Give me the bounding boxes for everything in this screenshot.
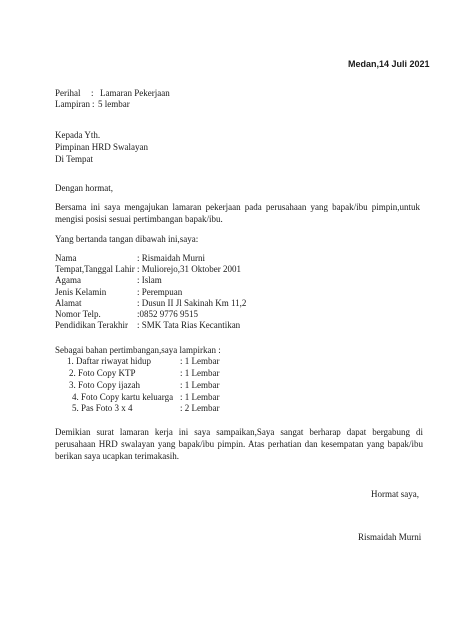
attachment-count: : 1 Lembar [180,392,220,402]
personal-key: Jenis Kelamin [55,287,107,297]
personal-row [55,253,435,264]
personal-value: : Perempuan [137,287,183,297]
attachment-label: Lampiran [55,99,90,109]
personal-key: Nama [55,253,77,263]
attachments-intro: Sebagai bahan pertimbangan,saya lampirkan : [55,345,221,355]
personal-key: Tempat,Tanggal Lahir [55,264,135,274]
recipient-line: Kepada Yth. [55,130,101,140]
subject-sep: : [91,88,94,98]
personal-row [55,309,435,320]
personal-row [55,298,435,309]
personal-key: Pendidikan Terakhir [55,320,128,330]
attachment-sep: : [92,99,95,109]
personal-value: : SMK Tata Rias Kecantikan [137,320,241,330]
attachment-name: 3. Foto Copy ijazah [69,380,140,390]
personal-value: : Rismaidah Murni [137,253,205,263]
personal-key: Agama [55,275,81,285]
subject-value: Lamaran Pekerjaan [100,88,170,98]
personal-value: : Muliorejo,31 Oktober 2001 [137,264,241,274]
recipient-line: Pimpinan HRD Swalayan [55,142,148,152]
intro-line: Yang bertanda tangan dibawah ini,saya: [55,234,199,244]
personal-row [55,275,435,286]
subject-label: Perihal [55,88,81,98]
personal-row [55,287,435,298]
attachment-count: : 1 Lembar [180,368,220,378]
attachment-count: : 2 Lembar [180,403,220,413]
attachment-count: : 1 Lembar [180,380,220,390]
sign-off: Hormat saya, [371,489,419,499]
personal-value: : Islam [137,275,162,285]
letter-date: Medan,14 Juli 2021 [348,59,430,69]
attachment-name: 1. Daftar riwayat hidup [67,356,151,366]
recipient-line: Di Tempat [55,154,93,164]
opening-paragraph: Bersama ini saya mengajukan lamaran pekerjaan pada perusahaan yang bapak/ibu pimpin,untuk mengisi posisi sesuai pertimbangan bapak/ibu. [55,202,420,224]
attachment-name: 4. Foto Copy kartu keluarga [72,392,174,402]
personal-value: : Dusun II Jl Sakinah Km 11,2 [137,298,247,308]
attachment-name: 2. Foto Copy KTP [69,368,136,378]
personal-key: Alamat [55,298,82,308]
greeting: Dengan hormat, [55,183,113,193]
attachment-name: 5. Pas Foto 3 x 4 [72,403,133,413]
attachment-value: 5 lembar [98,99,130,109]
personal-key: Nomor Telp. [55,309,101,319]
attachment-count: : 1 Lembar [180,356,220,366]
closing-paragraph: Demikian surat lamaran kerja ini saya sampaikan,Saya sangat berharap dapat bergabung di perusahaan HRD swalayan yang bapak/ibu pimpin. Atas perhatian dan kesempatan yang bapak/ibu berikan saya ucapkan terimakasih. [55,427,423,461]
signatory-name: Rismaidah Murni [358,532,422,542]
personal-row [55,320,435,331]
personal-row [55,264,435,275]
personal-value: :0852 9776 9515 [137,309,199,319]
